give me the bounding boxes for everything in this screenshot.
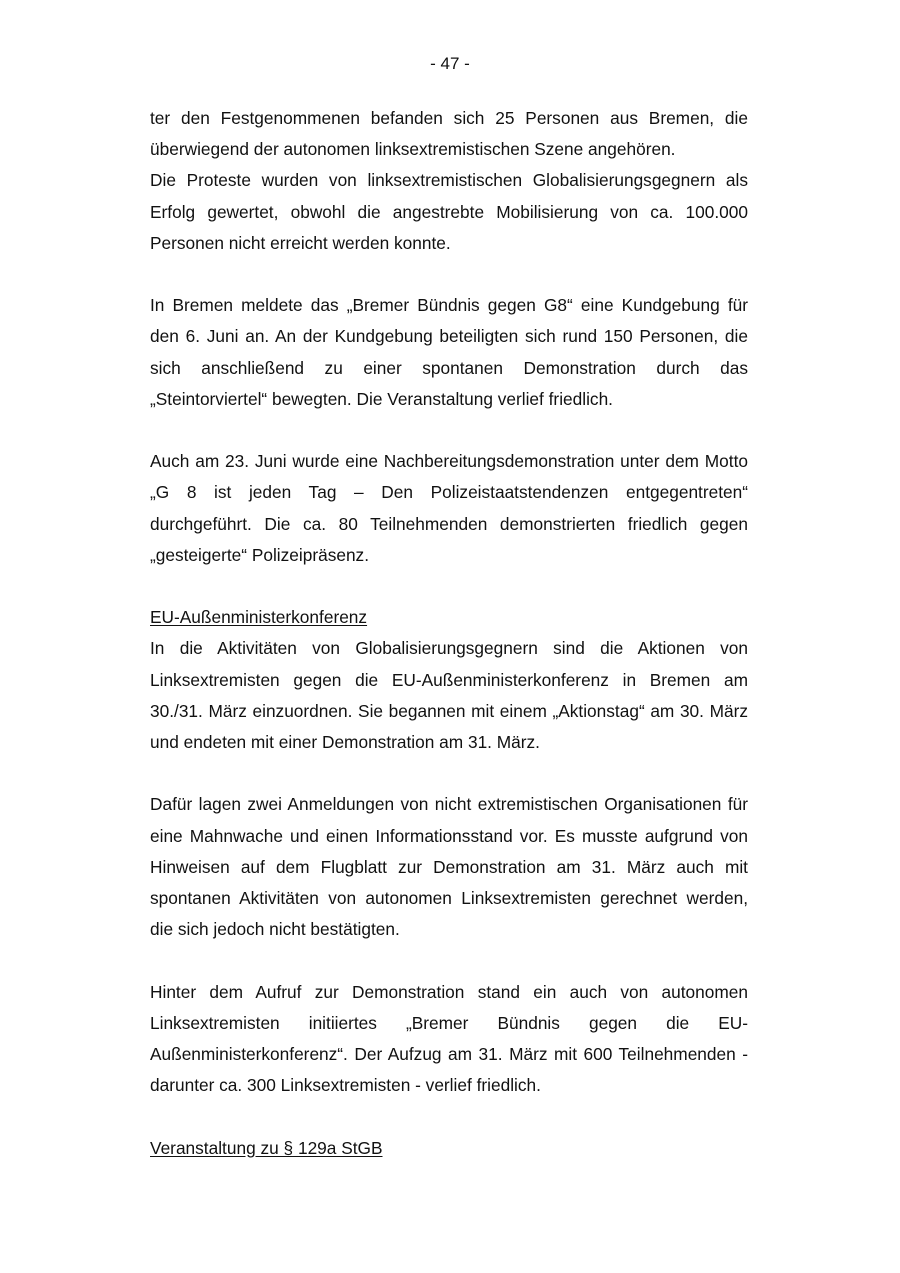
paragraph-spacer (150, 415, 748, 446)
paragraph-anmeldungen: Dafür lagen zwei Anmeldungen von nicht extremistischen Organisationen für eine Mahnwache und einen Informationsstand vor. Es musste aufgrund von Hinweisen auf dem Flugblatt zur Demonstration am 31. März auch mit spontanen Aktivitäten von autonomen Linksextremisten gerechnet werden, die sich jedoch nicht bestätigten. (150, 794, 748, 940)
paragraph-aktivitaeten: In die Aktivitäten von Globalisierungsgegnern sind die Aktionen von Linksextremisten gegen die EU-Außenministerkonferenz in Bremen am 30./31. März einzuordnen. Sie begannen mit einem „Aktionstag“ am 30. März und endeten mit einer Demonstration am 31. März. (150, 638, 748, 753)
paragraph-proteste: Die Proteste wurden von linksextremistischen Globalisierungsgegnern als Erfolg gewertet, obwohl die angestrebte Mobilisierung von ca. 100.000 Personen nicht erreicht werden konnte. (150, 170, 748, 253)
section-heading-eu-aussenministerkonferenz: EU-Außenministerkonferenz (150, 607, 368, 628)
page-number: - 47 - (430, 54, 470, 73)
paragraph-spacer (150, 1101, 748, 1132)
paragraph-festgenommene: ter den Festgenommenen befanden sich 25 Personen aus Bremen, die überwiegend der autonomen linksextremistischen Szene angehören. (150, 108, 748, 160)
document-body (150, 103, 748, 1164)
section-heading-129a-stgb: Veranstaltung zu § 129a StGB (150, 1137, 383, 1158)
paragraph-spacer (150, 758, 748, 789)
paragraph-spacer (150, 945, 748, 976)
paragraph-spacer (150, 571, 748, 602)
paragraph-spacer (150, 259, 748, 290)
paragraph-bremer-buendnis-g8: In Bremen meldete das „Bremer Bündnis gegen G8“ eine Kundgebung für den 6. Juni an. An der Kundgebung beteiligten sich rund 150 Personen, die sich anschließend zu einer spontanen Demonstration durch das „Steintorviertel“ bewegten. Die Veranstaltung verlief friedlich. (150, 295, 748, 409)
paragraph-nachbereitungsdemonstration: Auch am 23. Juni wurde eine Nachbereitungsdemonstration unter dem Motto „G 8 ist jeden Tag – Den Polizeistaatstendenzen entgegentreten“ durchgeführt. Die ca. 80 Teilnehmenden demonstrierten friedlich gegen „gesteigerte“ Polizeipräsenz. (150, 451, 748, 565)
paragraph-aufruf-demonstration: Hinter dem Aufruf zur Demonstration stand ein auch von autonomen Linksextremisten initiiertes „Bremer Bündnis gegen die EU-Außenministerkonferenz“. Der Aufzug am 31. März mit 600 Teilnehmenden - darunter ca. 300 Linksextremisten - verlief friedlich. (150, 981, 748, 1096)
